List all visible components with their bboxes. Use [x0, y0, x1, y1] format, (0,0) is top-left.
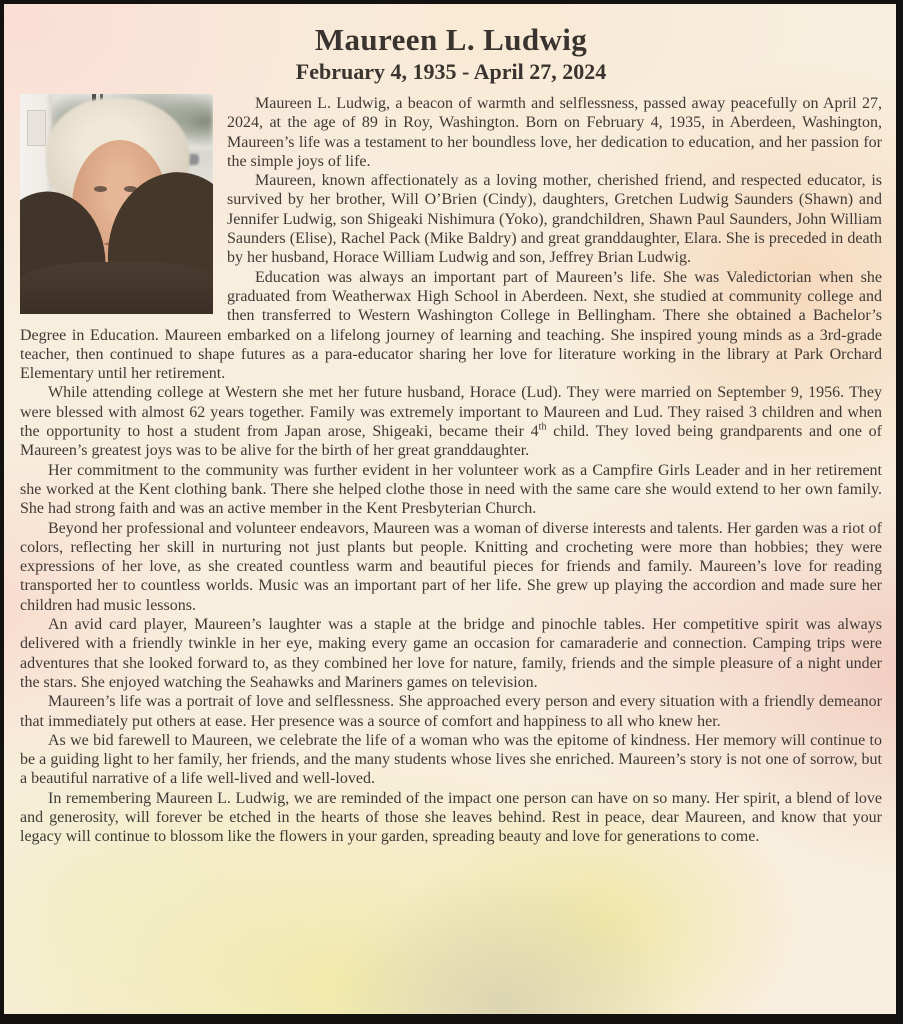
photo-coat: [20, 262, 213, 314]
portrait-photo: [20, 94, 213, 314]
obituary-paragraph: Maureen, known affectionately as a loving mother, cherished friend, and respected educator, is survived by her brother, Will O’Brien (Cindy), daughters, Gretchen Ludwig Saunders (Shawn) and Jennifer Ludwig, son Shigeaki Nishimura (Yoko), grandchildren, Shawn Paul Saunders, John William Saunders (Elise), Rachel Pack (Mike Baldry) and great granddaughter, Elara. She is preceded in death by her husband, Horace William Ludwig and son, Jeffrey Brian Ludwig.: [227, 172, 882, 267]
obituary-paragraph: Beyond her professional and volunteer endeavors, Maureen was a woman of diverse interests and talents. Her garden was a riot of colors, reflecting her skill in nurturing not just plants but people. Knitting and crocheting were more than hobbies; they were expressions of her love, as she created countless warm and beautiful pieces for friends and family. Maureen’s love for reading transported her to countless worlds. Music was an important part of her life. She grew up playing the accordion and made sure her children had music lessons.: [20, 519, 882, 614]
ordinal-suffix: th: [538, 421, 547, 433]
photo-window-sign: [27, 110, 46, 146]
obituary-paragraph: Maureen L. Ludwig, a beacon of warmth and selflessness, passed away peacefully on April 27, 2024, at the age of 89 in Roy, Washington. Born on February 4, 1935, in Aberdeen, Washington, Maureen’s life was a testament to her boundless love, her dedication to education, and her passion for the simple joys of life.: [227, 95, 882, 170]
deceased-name: Maureen L. Ludwig: [314, 22, 588, 57]
photo-eye: [94, 186, 107, 192]
obituary-paragraph: As we bid farewell to Maureen, we celebrate the life of a woman who was the epitome of kindness. Her memory will continue to be a guiding light to her family, her friends, and the many students whose lives she enriched. Maureen’s story is not one of sorrow, but a beautiful narrative of a life well-lived and well-loved.: [20, 731, 882, 788]
paragraph-text: child. They loved being grandparents and one of Maureen’s greatest joys was to be alive for the birth of her great granddaughter.: [20, 423, 882, 460]
obituary-paragraph: Maureen’s life was a portrait of love and selflessness. She approached every person and every situation with a friendly demeanor that immediately put others at ease. Her presence was a source of comfort and happiness to all who knew her.: [20, 693, 882, 730]
obituary-paragraph: Education was always an important part of Maureen’s life. She was Valedictorian when she graduated from Weatherwax High School in Aberdeen. Next, she studied at community college and then transferred to Western Washington College in Bellingham. There she obtained a Bachelor’s Degree in Education. Maureen embarked on a lifelong journey of learning and teaching. She inspired young minds as a 3rd-grade teacher, then continued to shape futures as a para-educator sharing her love for literature working in the library at Park Orchard Elementary until her retirement.: [20, 268, 882, 383]
obituary-paragraph: Her commitment to the community was further evident in her volunteer work as a Campfire Girls Leader and in her retirement she worked at the Kent clothing bank. There she helped clothe those in need with the same care she would extend to her own family. She had strong faith and was an active member in the Kent Presbyterian Church.: [20, 461, 882, 518]
obituary-header: [20, 22, 882, 85]
obituary-body: [20, 94, 882, 847]
obituary-paragraph: In remembering Maureen L. Ludwig, we are reminded of the impact one person can have on so many. Her spirit, a blend of love and generosity, will forever be etched in the hearts of those she leaves behind. Rest in peace, dear Maureen, and know that your legacy will continue to blossom like the flowers in your garden, spreading beauty and love for generations to come.: [20, 789, 882, 846]
paragraph-text: While attending college at Western she met her future husband, Horace (Lud). They were married on September 9, 1956. They were blessed with almost 62 years together. Family was extremely important to Maureen and Lud. They raised 3 children and when the opportunity to host a student from Japan arose, Shigeaki, became their 4: [20, 384, 882, 441]
obituary-paragraph: [20, 383, 882, 460]
life-dates: February 4, 1935 - April 27, 2024: [295, 59, 607, 84]
obituary-paragraph: An avid card player, Maureen’s laughter was a staple at the bridge and pinochle tables. Her competitive spirit was always delivered with a friendly twinkle in her eye, making every game an occasion for camaraderie and connection. Camping trips were adventures that she looked forward to, as they combined her love for nature, family, friends and the simple pleasure of a night under the stars. She enjoyed watching the Seahawks and Mariners games on television.: [20, 616, 882, 691]
